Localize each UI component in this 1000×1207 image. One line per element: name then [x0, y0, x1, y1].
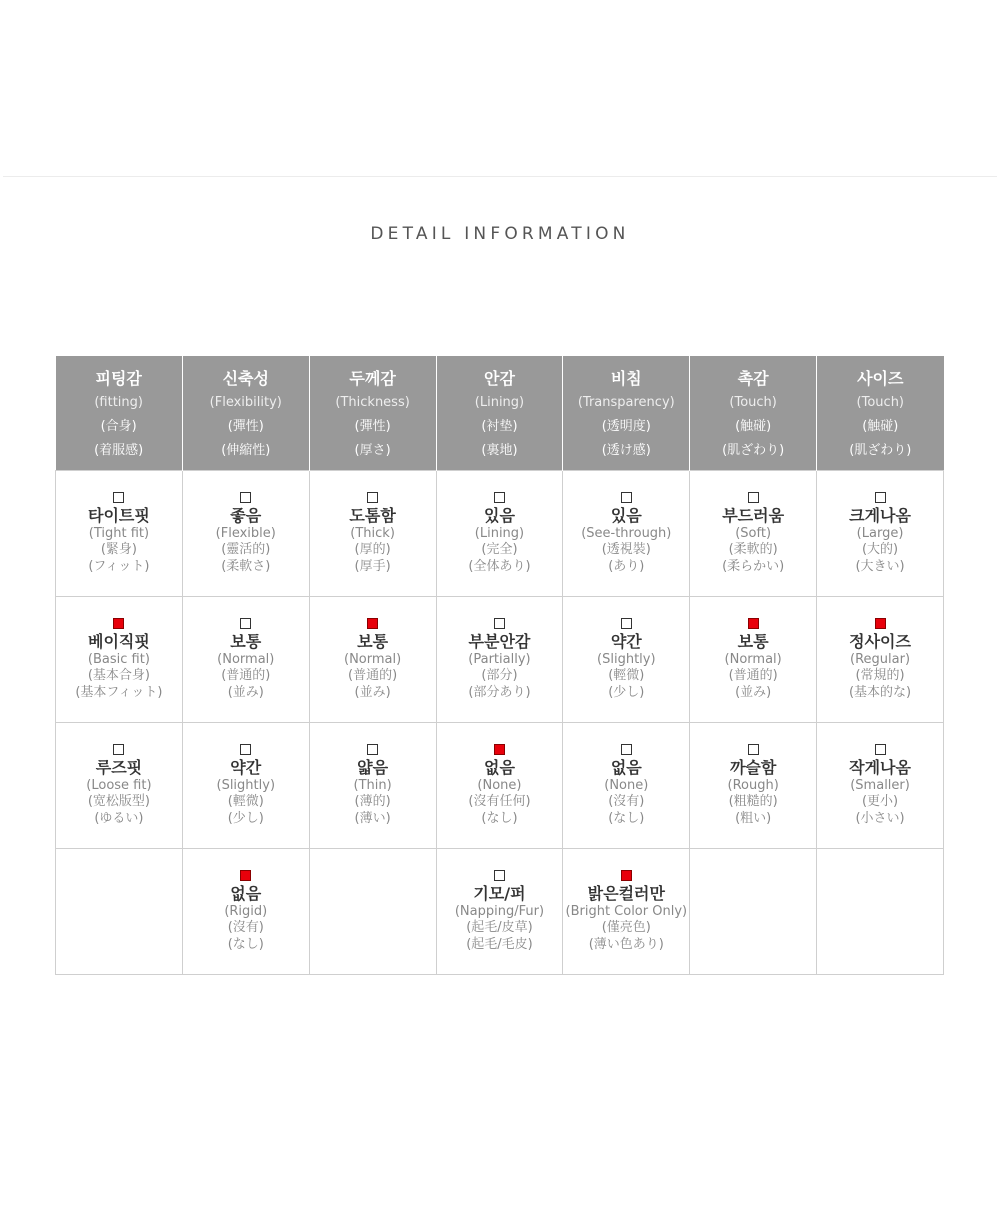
option-english: (Napping/Fur) — [454, 903, 545, 919]
unchecked-checkbox-icon — [240, 744, 251, 755]
option-japanese: (部分あり) — [468, 684, 531, 700]
column-japanese: (透け感) — [601, 443, 651, 458]
unchecked-checkbox-icon — [748, 744, 759, 755]
option-cell-transparency — [563, 849, 690, 975]
column-english: (Transparency) — [577, 395, 675, 410]
option-english: (Thick) — [350, 525, 395, 541]
table-body — [56, 471, 944, 975]
option-japanese: (基本フィット) — [75, 684, 163, 700]
option-japanese: (なし) — [227, 936, 264, 952]
table-row — [56, 471, 944, 597]
table-row — [56, 723, 944, 849]
column-japanese: (裏地) — [481, 443, 518, 458]
option-chinese: (靈活的) — [221, 542, 271, 558]
column-japanese: (厚さ) — [354, 443, 391, 458]
option-label: 보통 — [737, 631, 769, 651]
checked-checkbox-icon — [113, 618, 124, 629]
unchecked-checkbox-icon — [494, 618, 505, 629]
option-chinese: (透視裝) — [601, 542, 651, 558]
option-japanese: (小さい) — [855, 810, 905, 826]
option-japanese: (厚手) — [354, 558, 391, 574]
option-chinese: (輕微) — [227, 794, 264, 810]
option-label: 없음 — [610, 757, 642, 777]
option-chinese: (僅亮色) — [601, 920, 651, 936]
column-english: (fitting) — [94, 395, 143, 410]
option-label: 작게나옴 — [849, 757, 911, 777]
option-japanese: (基本的な) — [848, 684, 912, 700]
option-cell-flexibility — [182, 723, 309, 849]
column-title: 신축성 — [222, 369, 269, 388]
option-english: (Bright Color Only) — [565, 903, 688, 919]
column-title: 안감 — [483, 369, 515, 388]
unchecked-checkbox-icon — [240, 492, 251, 503]
column-japanese: (肌ざわり) — [849, 443, 912, 458]
option-english: (Normal) — [217, 651, 275, 667]
option-english: (Loose fit) — [86, 777, 152, 793]
option-cell-thickness — [309, 471, 436, 597]
section-heading: DETAIL INFORMATION — [370, 224, 630, 244]
option-english: (Normal) — [724, 651, 782, 667]
option-japanese: (全体あり) — [468, 558, 531, 574]
column-english: (Touch) — [729, 395, 777, 410]
detail-table — [55, 356, 944, 975]
option-english: (Regular) — [850, 651, 911, 667]
option-chinese: (大的) — [861, 542, 899, 558]
option-chinese: (沒有) — [227, 920, 264, 936]
option-cell-size — [817, 471, 944, 597]
option-cell-lining — [436, 597, 563, 723]
option-japanese: (フィット) — [88, 558, 150, 574]
checked-checkbox-icon — [367, 618, 378, 629]
column-title: 피팅감 — [95, 369, 142, 388]
unchecked-checkbox-icon — [494, 492, 505, 503]
option-cell-transparency — [563, 471, 690, 597]
table-row — [56, 849, 944, 975]
option-chinese: (普通的) — [221, 668, 271, 684]
option-label: 없음 — [230, 883, 262, 903]
option-cell-thickness — [309, 597, 436, 723]
option-japanese: (大きい) — [855, 558, 905, 574]
unchecked-checkbox-icon — [875, 744, 886, 755]
column-english: (Lining) — [474, 395, 525, 410]
column-chinese: (彈性) — [354, 419, 391, 434]
option-japanese: (少し) — [227, 810, 264, 826]
option-label: 베이직핏 — [88, 631, 150, 651]
option-english: (Tight fit) — [88, 525, 150, 541]
column-header-thickness — [309, 356, 436, 471]
option-label: 있음 — [610, 505, 642, 525]
option-english: (Rigid) — [224, 903, 268, 919]
option-japanese: (起毛/毛皮) — [466, 936, 533, 952]
option-english: (None) — [477, 777, 522, 793]
header-row — [56, 356, 944, 471]
option-label: 까슬함 — [729, 757, 777, 777]
option-english: (See-through) — [581, 525, 672, 541]
column-title: 사이즈 — [857, 369, 904, 388]
column-english: (Touch) — [856, 395, 905, 410]
option-english: (Thin) — [353, 777, 392, 793]
option-english: (Basic fit) — [87, 651, 150, 667]
option-japanese: (並み) — [227, 684, 264, 700]
option-japanese: (あり) — [608, 558, 645, 574]
column-chinese: (透明度) — [601, 419, 651, 434]
option-english: (Soft) — [735, 525, 772, 541]
option-japanese: (並み) — [735, 684, 772, 700]
option-label: 있음 — [483, 505, 515, 525]
column-japanese: (着服感) — [94, 443, 144, 458]
option-english: (Flexible) — [215, 525, 276, 541]
top-divider — [3, 176, 997, 177]
option-label: 루즈핏 — [95, 757, 143, 777]
option-chinese: (輕微) — [608, 668, 645, 684]
option-label: 좋음 — [230, 505, 262, 525]
column-title: 두께감 — [349, 369, 396, 388]
column-english: (Thickness) — [335, 395, 410, 410]
unchecked-checkbox-icon — [367, 492, 378, 503]
option-label: 얇음 — [357, 757, 389, 777]
column-japanese: (肌ざわり) — [722, 443, 785, 458]
option-cell-fitting — [56, 723, 183, 849]
column-header-flexibility — [182, 356, 309, 471]
unchecked-checkbox-icon — [367, 744, 378, 755]
option-japanese: (ゆるい) — [94, 810, 144, 826]
option-label: 기모/퍼 — [473, 883, 526, 903]
option-chinese: (沒有任何) — [468, 794, 531, 810]
option-chinese: (基本合身) — [87, 668, 150, 684]
option-cell-flexibility — [182, 849, 309, 975]
option-english: (Smaller) — [850, 777, 910, 793]
option-chinese: (宽松版型) — [87, 794, 150, 810]
unchecked-checkbox-icon — [240, 618, 251, 629]
unchecked-checkbox-icon — [113, 492, 124, 503]
option-english: (Rough) — [727, 777, 779, 793]
checked-checkbox-icon — [875, 618, 886, 629]
column-chinese: (触碰) — [735, 419, 772, 434]
option-japanese: (薄い) — [354, 810, 391, 826]
empty-cell — [56, 849, 183, 975]
option-label: 약간 — [230, 757, 262, 777]
option-label: 보통 — [357, 631, 389, 651]
column-chinese: (触碰) — [862, 419, 899, 434]
option-cell-touch — [690, 471, 817, 597]
option-japanese: (柔軟さ) — [221, 558, 271, 574]
column-english: (Flexibility) — [209, 395, 282, 410]
option-english: (Slightly) — [597, 651, 656, 667]
unchecked-checkbox-icon — [875, 492, 886, 503]
option-cell-size — [817, 597, 944, 723]
option-cell-fitting — [56, 597, 183, 723]
option-japanese: (薄い色あり) — [588, 936, 664, 952]
unchecked-checkbox-icon — [748, 492, 759, 503]
option-chinese: (起毛/皮草) — [466, 920, 533, 936]
column-header-transparency — [563, 356, 690, 471]
checked-checkbox-icon — [748, 618, 759, 629]
option-cell-touch — [690, 597, 817, 723]
option-label: 약간 — [610, 631, 642, 651]
option-label: 부분안감 — [468, 631, 531, 651]
option-chinese: (沒有) — [608, 794, 645, 810]
table-header — [56, 356, 944, 471]
column-japanese: (伸縮性) — [221, 443, 271, 458]
unchecked-checkbox-icon — [113, 744, 124, 755]
option-label: 타이트핏 — [88, 505, 150, 525]
option-cell-transparency — [563, 723, 690, 849]
option-cell-thickness — [309, 723, 436, 849]
option-japanese: (並み) — [354, 684, 391, 700]
column-chinese: (合身) — [100, 419, 137, 434]
option-cell-size — [817, 723, 944, 849]
column-title: 촉감 — [737, 369, 769, 388]
unchecked-checkbox-icon — [494, 870, 505, 881]
option-label: 도톰함 — [349, 505, 396, 525]
option-label: 밝은컬러만 — [587, 883, 665, 903]
option-japanese: (粗い) — [735, 810, 772, 826]
unchecked-checkbox-icon — [621, 492, 632, 503]
option-chinese: (完全) — [481, 542, 518, 558]
option-cell-flexibility — [182, 597, 309, 723]
option-japanese: (なし) — [608, 810, 645, 826]
option-cell-lining — [436, 849, 563, 975]
option-english: (Normal) — [344, 651, 402, 667]
unchecked-checkbox-icon — [621, 744, 632, 755]
option-label: 크게나옴 — [849, 505, 911, 525]
option-english: (None) — [604, 777, 649, 793]
option-chinese: (緊身) — [100, 542, 137, 558]
option-chinese: (普通的) — [348, 668, 398, 684]
option-chinese: (部分) — [481, 668, 518, 684]
column-chinese: (衬垫) — [481, 419, 518, 434]
option-chinese: (常規的) — [855, 668, 905, 684]
option-cell-lining — [436, 723, 563, 849]
option-english: (Large) — [856, 525, 904, 541]
unchecked-checkbox-icon — [621, 618, 632, 629]
column-header-size — [817, 356, 944, 471]
option-chinese: (粗糙的) — [728, 794, 778, 810]
option-label: 보통 — [230, 631, 262, 651]
option-chinese: (柔軟的) — [728, 542, 778, 558]
option-cell-transparency — [563, 597, 690, 723]
option-english: (Partially) — [468, 651, 531, 667]
empty-cell — [309, 849, 436, 975]
option-japanese: (なし) — [481, 810, 518, 826]
option-label: 부드러움 — [722, 505, 785, 525]
option-japanese: (柔らかい) — [722, 558, 785, 574]
option-label: 없음 — [483, 757, 515, 777]
option-cell-flexibility — [182, 471, 309, 597]
option-cell-fitting — [56, 471, 183, 597]
option-chinese: (普通的) — [728, 668, 778, 684]
option-chinese: (更小) — [861, 794, 899, 810]
option-cell-touch — [690, 723, 817, 849]
column-chinese: (彈性) — [227, 419, 264, 434]
option-cell-lining — [436, 471, 563, 597]
checked-checkbox-icon — [240, 870, 251, 881]
column-header-fitting — [56, 356, 183, 471]
option-chinese: (薄的) — [354, 794, 391, 810]
option-english: (Lining) — [474, 525, 525, 541]
column-title: 비침 — [610, 369, 642, 388]
table-row — [56, 597, 944, 723]
option-chinese: (厚的) — [354, 542, 391, 558]
column-header-touch — [690, 356, 817, 471]
checked-checkbox-icon — [494, 744, 505, 755]
option-japanese: (少し) — [608, 684, 645, 700]
option-english: (Slightly) — [216, 777, 276, 793]
empty-cell — [817, 849, 944, 975]
empty-cell — [690, 849, 817, 975]
checked-checkbox-icon — [621, 870, 632, 881]
column-header-lining — [436, 356, 563, 471]
option-label: 정사이즈 — [849, 631, 911, 651]
